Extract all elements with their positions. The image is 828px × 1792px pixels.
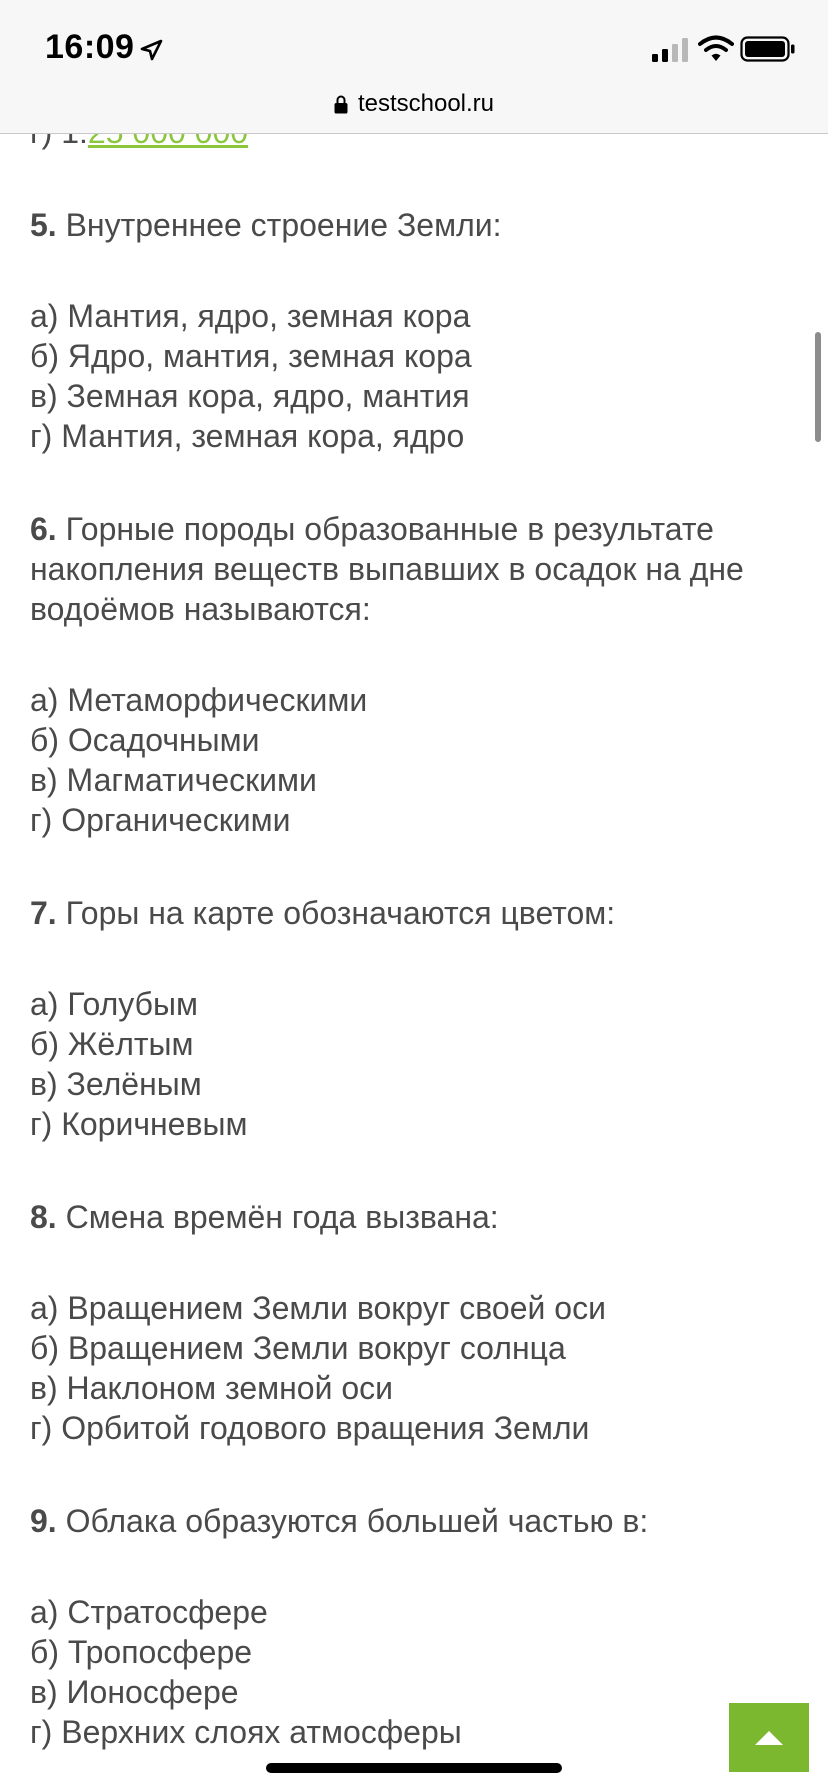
question-9 <box>30 1501 810 1541</box>
question-7 <box>30 893 810 933</box>
option-c: в) Ионосфере <box>30 1674 239 1710</box>
address-bar[interactable] <box>0 86 828 122</box>
option-c: в) Зелёным <box>30 1066 202 1102</box>
option-d: г) Верхних слоях атмосферы <box>30 1714 462 1750</box>
question-5 <box>30 205 810 245</box>
question-6-options <box>30 680 810 840</box>
question-8-options <box>30 1288 810 1448</box>
option-c: в) Магматическими <box>30 762 317 798</box>
question-8 <box>30 1197 810 1237</box>
question-7-options <box>30 984 810 1144</box>
option-b: б) Ядро, мантия, земная кора <box>30 338 472 374</box>
question-text: Внутреннее строение Земли: <box>56 207 502 243</box>
option-c: в) Земная кора, ядро, мантия <box>30 378 470 414</box>
question-text: Смена времён года вызвана: <box>56 1199 499 1235</box>
arrow-up-icon <box>754 1730 784 1746</box>
battery-icon <box>740 36 796 62</box>
question-9-options <box>30 1592 810 1752</box>
option-b: б) Вращением Земли вокруг солнца <box>30 1330 566 1366</box>
status-time: 16:09 <box>45 28 135 66</box>
question-text: Горы на карте обозначаются цветом: <box>56 895 616 931</box>
option-d: г) Коричневым <box>30 1106 248 1142</box>
question-text: Облака образуются большей частью в: <box>56 1503 649 1539</box>
scroll-to-top-button[interactable] <box>729 1703 809 1772</box>
option-d: г) Мантия, земная кора, ядро <box>30 418 465 454</box>
option-a: а) Вращением Земли вокруг своей оси <box>30 1290 606 1326</box>
option-c: в) Наклоном земной оси <box>30 1370 394 1406</box>
option-b: б) Осадочными <box>30 722 260 758</box>
option-a: а) Стратосфере <box>30 1594 268 1630</box>
url-text: testschool.ru <box>357 90 495 117</box>
question-text: Горные породы образованные в результате накопления веществ выпавших в осадок на дне водоёмов называются: <box>30 511 744 627</box>
option-a: а) Метаморфическими <box>30 682 368 718</box>
option-a: а) Голубым <box>30 986 198 1022</box>
question-6 <box>30 509 810 629</box>
option-a: а) Мантия, ядро, земная кора <box>30 298 471 334</box>
scroll-indicator[interactable] <box>815 332 821 442</box>
question-5-options <box>30 296 810 456</box>
option-b: б) Жёлтым <box>30 1026 194 1062</box>
home-indicator[interactable] <box>266 1763 562 1773</box>
option-d: г) Орбитой годового вращения Земли <box>30 1410 590 1446</box>
option-b: б) Тропосфере <box>30 1634 253 1670</box>
browser-top-bar <box>0 0 828 134</box>
lock-icon <box>334 95 348 114</box>
signal-icon <box>652 38 690 62</box>
question-number: 7. <box>30 895 57 931</box>
wifi-icon <box>698 35 734 63</box>
location-arrow-icon <box>138 38 164 64</box>
question-number: 9. <box>30 1503 57 1539</box>
question-number: 6. <box>30 511 57 547</box>
option-d: г) Органическими <box>30 802 291 838</box>
question-number: 8. <box>30 1199 57 1235</box>
question-number: 5. <box>30 207 57 243</box>
